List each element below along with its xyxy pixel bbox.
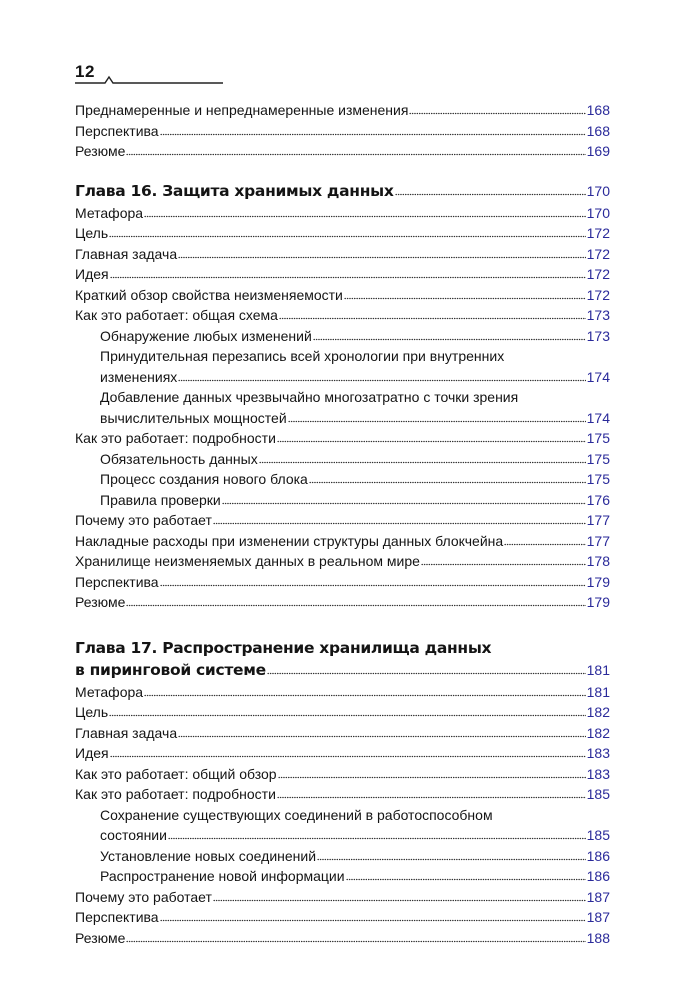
toc-entry	[75, 784, 610, 805]
page-ref: 182	[586, 704, 610, 720]
dot-leader	[168, 837, 586, 840]
dot-leader	[421, 563, 586, 566]
page-number: 12	[75, 62, 95, 81]
page-ref: 182	[586, 724, 610, 741]
dot-leader	[178, 735, 586, 738]
toc-entry	[75, 531, 610, 552]
entry-title: Идея	[75, 266, 109, 282]
entry-title: Накладные расходы при изменении структуры данных блокчейна	[75, 532, 504, 549]
entry-title: Хранилище неизменяемых данных в реальном мире	[75, 553, 420, 569]
toc-entry	[75, 551, 610, 572]
toc-entry	[75, 285, 610, 306]
toc-chapter-row	[75, 180, 610, 203]
dot-leader	[313, 338, 586, 341]
page-ref: 186	[586, 847, 610, 864]
dot-leader	[277, 796, 586, 799]
page-ref: 188	[586, 929, 610, 946]
toc-entry	[75, 428, 610, 449]
toc-entry	[75, 141, 610, 162]
toc-entry	[75, 367, 610, 388]
page-ref: 172	[586, 245, 610, 262]
toc-entry	[75, 682, 610, 703]
page-ref: 177	[586, 512, 610, 528]
toc-entry	[75, 743, 610, 764]
dot-leader	[346, 878, 586, 881]
entry-title: Идея	[75, 745, 109, 761]
page-ref: 172	[586, 286, 610, 303]
entry-title: Установление новых соединений	[100, 847, 317, 864]
toc-entry	[75, 305, 610, 326]
page-ref: 185	[586, 786, 610, 802]
toc-entry	[75, 203, 610, 224]
page-ref: 174	[586, 368, 610, 385]
page-ref: 175	[586, 450, 610, 467]
toc-entry	[75, 846, 610, 867]
dot-leader	[409, 112, 585, 115]
dot-leader	[160, 133, 586, 136]
entry-title: Резюме	[75, 143, 126, 159]
dot-leader	[344, 297, 586, 300]
entry-title: Обязательность данных	[100, 450, 258, 467]
entry-title: Резюме	[75, 929, 126, 946]
toc-entry	[75, 928, 610, 949]
entry-title: Метафора	[75, 204, 144, 221]
table-of-contents	[75, 100, 610, 948]
chapter-title-line: Глава 17. Распространение хранилища данных	[75, 638, 492, 657]
toc-entry	[75, 121, 610, 142]
entry-title: Как это работает: подробности	[75, 430, 276, 446]
dot-leader	[222, 502, 586, 505]
entry-title: Обнаружение любых изменений	[100, 327, 312, 344]
toc-entry	[75, 449, 610, 470]
entry-title: Цель	[75, 704, 109, 720]
toc-entry	[75, 764, 610, 785]
dot-leader	[504, 543, 585, 546]
page-ref: 175	[586, 471, 610, 487]
page-ref: 168	[586, 102, 610, 118]
dot-leader	[160, 919, 586, 922]
entry-title: Резюме	[75, 594, 126, 610]
toc-entry	[75, 887, 610, 908]
dot-leader	[279, 317, 586, 320]
toc-entry	[75, 223, 610, 244]
toc-entry	[75, 490, 610, 511]
entry-title: Главная задача	[75, 724, 178, 741]
toc-entry	[75, 723, 610, 744]
entry-title: Краткий обзор свойства неизменяемости	[75, 286, 343, 303]
entry-title: вычислительных мощностей	[100, 409, 287, 426]
page-ref: 181	[586, 661, 610, 678]
page-ref: 173	[586, 307, 610, 323]
page-ref: 181	[586, 683, 610, 700]
entry-title: изменениях	[100, 368, 178, 385]
entry-title: Как это работает: общая схема	[75, 307, 278, 323]
dot-leader	[160, 584, 586, 587]
toc-entry	[75, 907, 610, 928]
section-gap	[75, 162, 610, 180]
toc-entry-line: Добавление данных чрезвычайно многозатратно с точки зрения	[100, 389, 519, 405]
dot-leader	[110, 276, 586, 279]
page-ref: 183	[586, 765, 610, 782]
dot-leader	[278, 776, 586, 779]
page-ref: 170	[586, 182, 610, 199]
toc-entry	[75, 469, 610, 490]
page-ref: 168	[586, 122, 610, 139]
dot-leader	[144, 215, 586, 218]
page-ref: 177	[586, 532, 610, 549]
entry-title: Почему это работает	[75, 888, 212, 905]
dot-leader	[126, 153, 585, 156]
entry-title: Перспектива	[75, 122, 159, 139]
toc-entry	[75, 702, 610, 723]
page-ref: 185	[586, 827, 610, 843]
page-ref: 179	[586, 573, 610, 590]
toc-entry	[75, 264, 610, 285]
page-ref: 174	[586, 409, 610, 426]
dot-leader	[109, 235, 586, 238]
page-ref: 170	[586, 204, 610, 221]
dot-leader	[288, 420, 586, 423]
entry-title: Перспектива	[75, 909, 159, 925]
dot-leader	[110, 755, 586, 758]
chapter-title: Глава 16. Защита хранимых данных	[75, 181, 394, 200]
dot-leader	[144, 694, 586, 697]
toc-entry	[75, 572, 610, 593]
entry-title: Цель	[75, 225, 109, 241]
entry-title: Почему это работает	[75, 512, 212, 528]
dot-leader	[213, 899, 586, 902]
header-rule	[75, 74, 223, 86]
dot-leader	[126, 604, 585, 607]
dot-leader	[126, 940, 585, 943]
entry-title: Перспектива	[75, 573, 159, 590]
toc-entry	[75, 326, 610, 347]
toc-entry	[75, 510, 610, 531]
entry-title: Как это работает: общий обзор	[75, 765, 277, 782]
dot-leader	[267, 672, 586, 675]
toc-entry-line: Сохранение существующих соединений в работоспособном	[100, 806, 493, 823]
entry-title: Главная задача	[75, 245, 178, 262]
page-ref: 187	[586, 888, 610, 905]
entry-title: Правила проверки	[100, 491, 221, 508]
dot-leader	[309, 481, 586, 484]
entry-title: Процесс создания нового блока	[100, 471, 308, 487]
dot-leader	[277, 440, 586, 443]
toc-entry	[75, 408, 610, 429]
entry-title: Как это работает: подробности	[75, 786, 276, 802]
section-gap	[75, 613, 610, 637]
page-ref: 172	[586, 266, 610, 282]
toc-entry	[75, 592, 610, 613]
page-ref: 183	[586, 745, 610, 761]
page-ref: 187	[586, 909, 610, 925]
entry-title: Распространение новой информации	[100, 868, 345, 884]
toc-entry	[75, 866, 610, 887]
page-ref: 169	[586, 143, 610, 159]
entry-title: состоянии	[100, 827, 167, 843]
dot-leader	[178, 256, 586, 259]
toc-chapter-row	[75, 659, 610, 682]
page-ref: 178	[586, 553, 610, 569]
toc-entry	[75, 825, 610, 846]
dot-leader	[213, 522, 586, 525]
page-ref: 176	[586, 491, 610, 508]
entry-title: Преднамеренные и непреднамеренные изменения	[75, 102, 409, 118]
dot-leader	[395, 193, 586, 196]
chapter-title: в пиринговой системе	[75, 660, 266, 679]
dot-leader	[259, 461, 586, 464]
page-ref: 172	[586, 225, 610, 241]
page-ref: 186	[586, 868, 610, 884]
dot-leader	[317, 858, 586, 861]
page-ref: 179	[586, 594, 610, 610]
page-ref: 175	[586, 430, 610, 446]
toc-entry	[75, 244, 610, 265]
toc-entry	[75, 100, 610, 121]
dot-leader	[109, 714, 586, 717]
entry-title: Метафора	[75, 683, 144, 700]
dot-leader	[178, 379, 585, 382]
toc-entry-line: Принудительная перезапись всей хронологии при внутренних	[100, 348, 505, 364]
page-ref: 173	[586, 327, 610, 344]
